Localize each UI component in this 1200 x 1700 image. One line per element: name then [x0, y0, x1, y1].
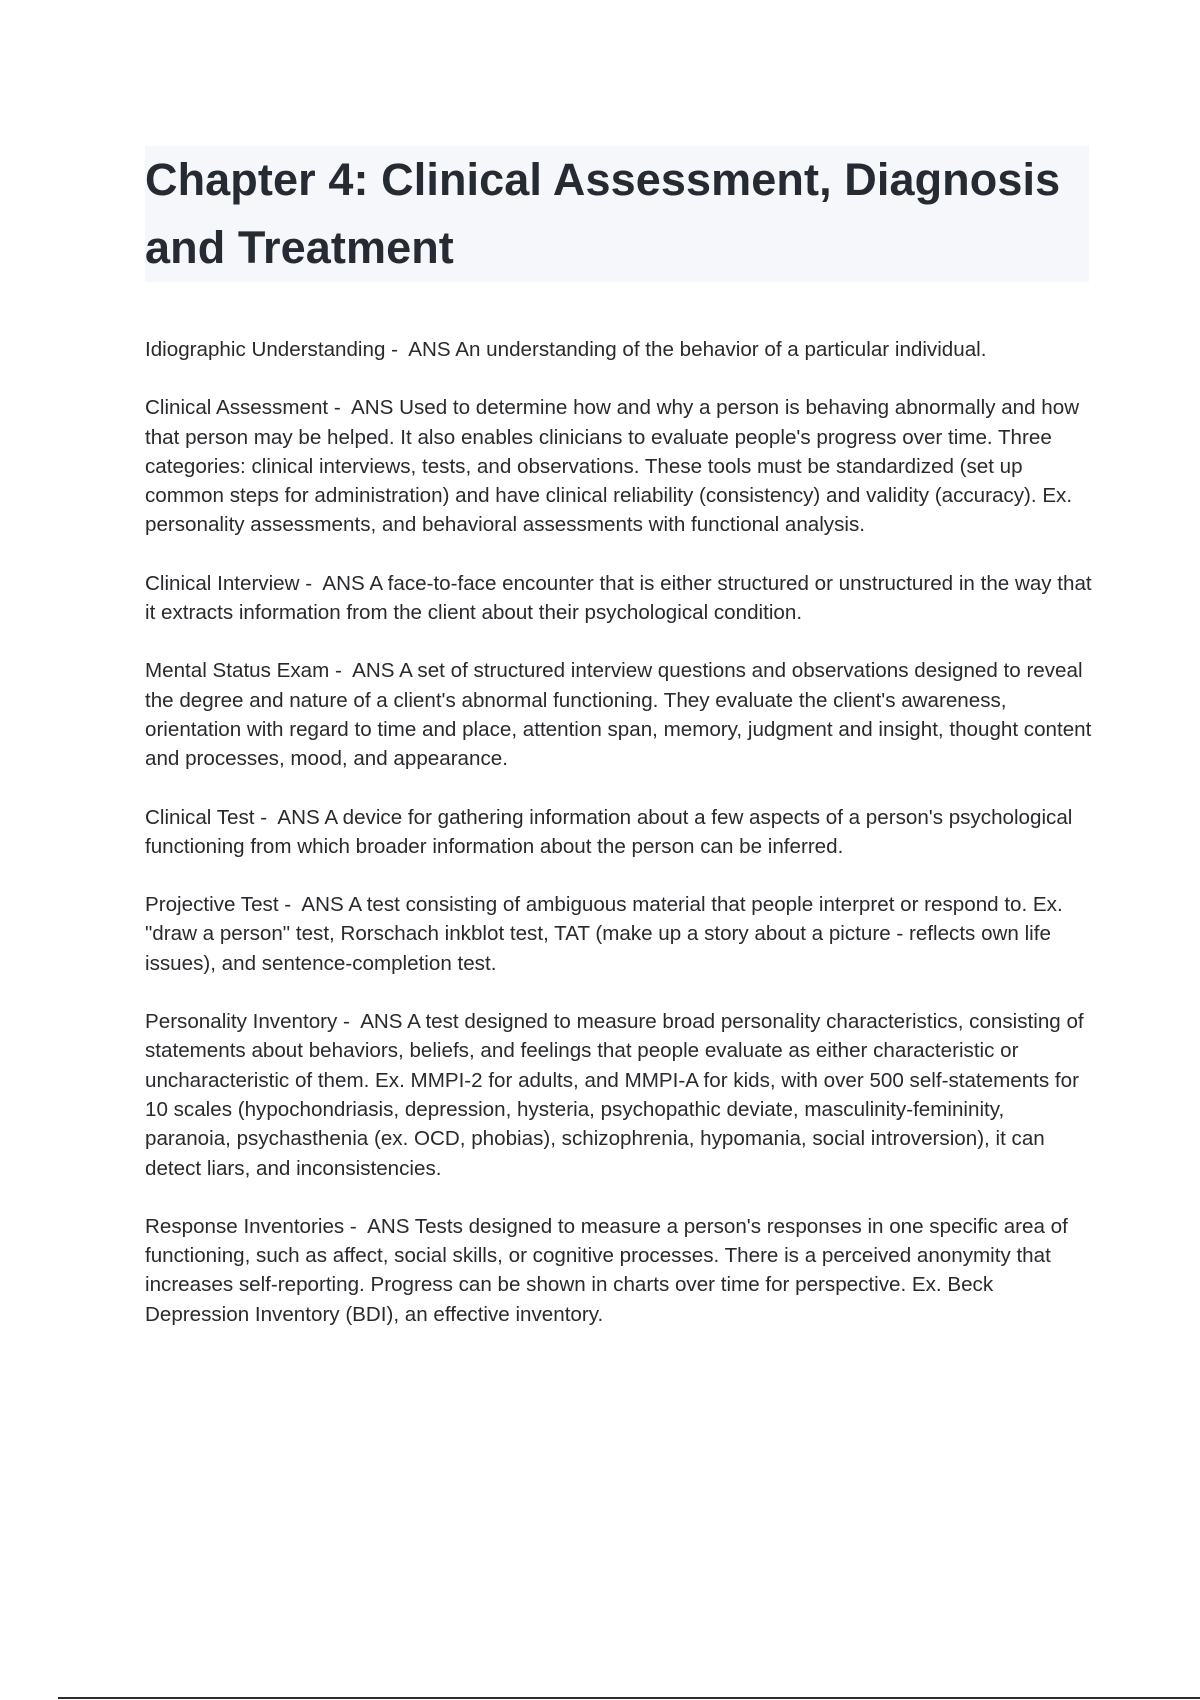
list-item	[145, 393, 1095, 539]
entry-separator: - ANS	[254, 805, 325, 829]
entry-separator: - ANS	[328, 396, 400, 420]
entry-definition: A set of structured interview questions and observations designed to reveal the degree and nature of a client's abnormal functioning. They evaluate the client's awareness, orientation with regard to time and place, attention span, memory, judgment and insight, thought content and processes, mood, and appearance.	[145, 659, 1092, 771]
entry-definition: A test designed to measure broad personality characteristics, consisting of statements about behaviors, beliefs, and feelings that people evaluate as either characteristic or uncharacteristic of them. Ex. MMPI-2 for adults, and MMPI-A for kids, with over 500 self-statements for 10 scales (hypochondriasis, depression, hysteria, psychopathic deviate, masculinity-femininity, paranoia, psychasthenia (ex. OCD, phobias), schizophrenia, hypomania, social introversion), it can detect liars, and inconsistencies.	[145, 1010, 1084, 1180]
flashcard-list	[145, 335, 1095, 1358]
list-item	[145, 803, 1095, 862]
entry-term: Personality Inventory	[145, 1010, 338, 1034]
entry-definition: Used to determine how and why a person is behaving abnormally and how that person may be helped. It also enables clinicians to evaluate people's progress over time. Three categories: clinical interviews, tests, and observations. These tools must be standardized (set up common steps for administration) and have clinical reliability (consistency) and validity (accuracy). Ex. personality assessments, and behavioral assessments with functional analysis.	[145, 396, 1080, 537]
entry-definition: Tests designed to measure a person's responses in one specific area of functioning, such as affect, social skills, or cognitive processes. There is a perceived anonymity that increases self-reporting. Progress can be shown in charts over time for perspective. Ex. Beck Depression Inventory (BDI), an effective inventory.	[145, 1214, 1068, 1326]
entry-term: Mental Status Exam	[145, 659, 330, 683]
list-item	[145, 569, 1095, 628]
list-item	[145, 1007, 1095, 1183]
entry-term: Clinical Interview	[145, 571, 300, 595]
entry-definition: A device for gathering information about a few aspects of a person's psychological functioning from which broader information about the person can be inferred.	[145, 805, 1073, 858]
entry-separator: - ANS	[299, 571, 370, 595]
entry-separator: - ANS	[278, 893, 349, 917]
entry-term: Projective Test	[145, 893, 279, 917]
entry-definition: An understanding of the behavior of a particular individual.	[455, 338, 987, 361]
entry-separator: - ANS	[329, 659, 400, 683]
entry-separator: - ANS	[385, 338, 456, 361]
entry-definition: A face-to-face encounter that is either structured or unstructured in the way that it extracts information from the client about their psychological condition.	[145, 571, 1092, 625]
entry-term: Clinical Test	[145, 805, 255, 829]
title-block	[145, 146, 1089, 282]
entry-separator: - ANS	[344, 1214, 415, 1238]
entry-term: Clinical Assessment	[145, 396, 329, 420]
page-title: Chapter 4: Clinical Assessment, Diagnosis and Treatment	[145, 154, 1061, 273]
entry-separator: - ANS	[337, 1010, 408, 1034]
list-item	[145, 656, 1095, 773]
list-item	[145, 1212, 1095, 1329]
entry-definition: A test consisting of ambiguous material that people interpret or respond to. Ex. "draw a person" test, Rorschach inkblot test, TAT (make up a story about a picture - reflects own life issues), and sentence-completion test.	[145, 893, 1063, 975]
entry-term: Idiographic Understanding	[145, 338, 386, 361]
list-item	[145, 890, 1095, 978]
list-item	[145, 335, 1095, 364]
footer-divider	[58, 1697, 1200, 1699]
entry-term: Response Inventories	[145, 1214, 345, 1238]
